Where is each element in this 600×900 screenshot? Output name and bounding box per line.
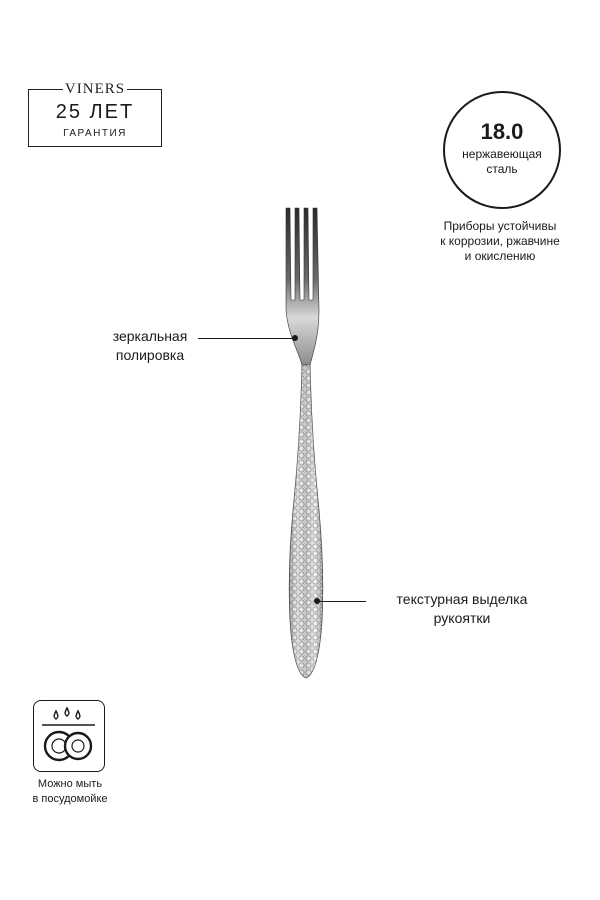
- dishwasher-safe-icon: [33, 700, 105, 772]
- corrosion-line: Приборы устойчивы: [443, 219, 557, 233]
- texture-leader-dot: [314, 598, 320, 604]
- dishwasher-safe-label: [15, 777, 125, 807]
- callout-line: полировка: [115, 347, 185, 363]
- callout-line: рукоятки: [433, 610, 491, 626]
- mirror-polish-label: [100, 327, 200, 365]
- handle-texture-label: [367, 590, 557, 628]
- brand-name: VINERS: [64, 81, 126, 97]
- mirror-leader-dot: [292, 335, 298, 341]
- fork-image: [270, 200, 342, 680]
- dishwasher-line: в посудомойке: [32, 793, 108, 805]
- steel-desc-line: нержавеющая: [462, 147, 542, 161]
- fork-tines: [286, 208, 319, 365]
- texture-leader-line: [318, 601, 366, 602]
- warranty-label: ГАРАНТИЯ: [63, 128, 127, 139]
- warranty-years: 25 ЛЕТ: [55, 101, 135, 123]
- corrosion-note: [405, 219, 595, 264]
- callout-line: текстурная выделка: [396, 591, 528, 607]
- steel-description: [443, 147, 561, 177]
- dishes-icon: [34, 701, 103, 770]
- dishwasher-line: Можно мыть: [37, 778, 103, 790]
- steel-grade: 18.0: [480, 119, 524, 144]
- corrosion-line: к коррозии, ржавчине: [440, 234, 560, 248]
- mirror-leader-line: [198, 338, 295, 339]
- steel-desc-line: сталь: [486, 162, 518, 176]
- corrosion-line: и окислению: [464, 249, 536, 263]
- callout-line: зеркальная: [112, 328, 188, 344]
